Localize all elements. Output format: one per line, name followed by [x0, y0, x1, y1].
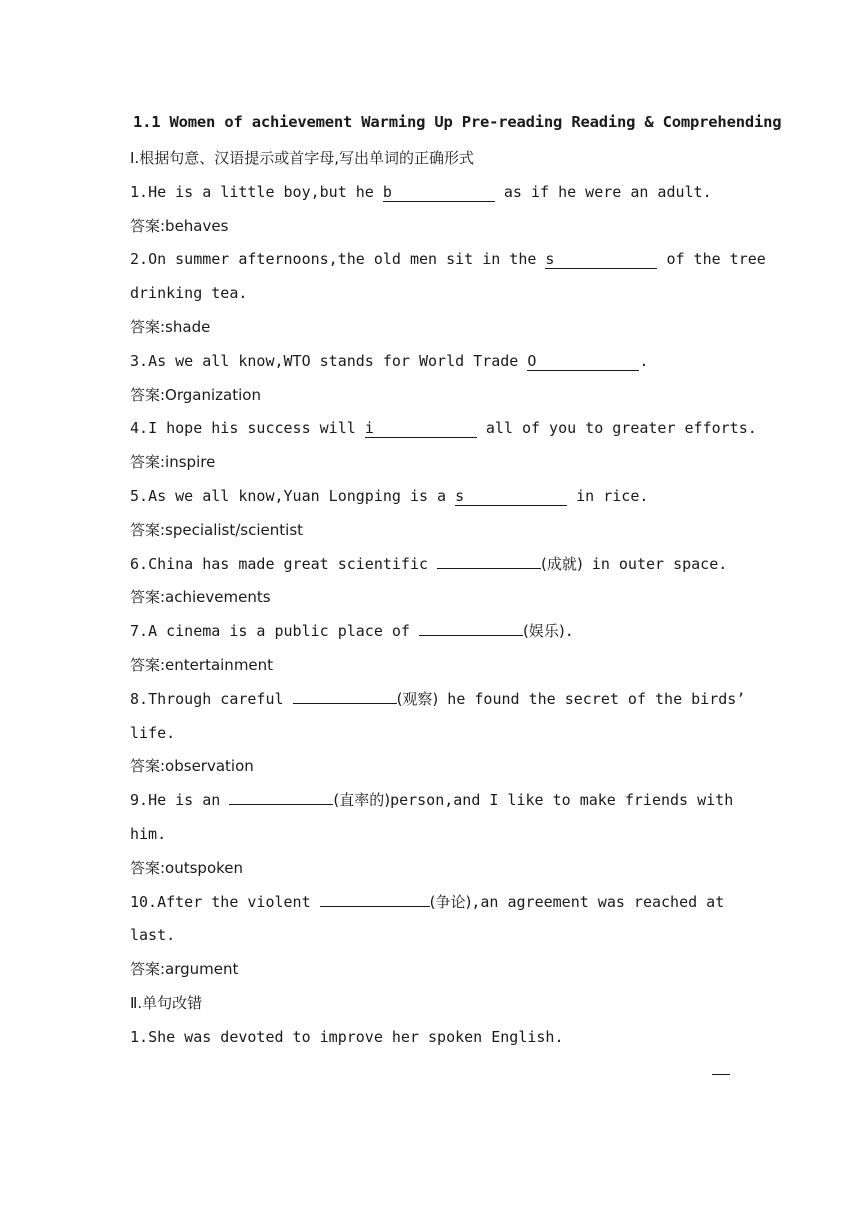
- question-number: 1.: [130, 182, 149, 201]
- answer-9: 答案:outspoken: [130, 858, 244, 877]
- question-number: 7.: [130, 622, 149, 641]
- answer-blank[interactable]: [419, 635, 523, 636]
- initial-letter: b: [382, 182, 392, 201]
- question-text: he found the secret of the birds’: [438, 689, 746, 708]
- question-4: [130, 412, 757, 446]
- question-text: He is an: [148, 791, 230, 810]
- answer-4: 答案:inspire: [130, 453, 216, 472]
- question-2: [130, 243, 766, 277]
- question-text: all of you to greater efforts.: [476, 419, 757, 438]
- question-number: 8.: [130, 689, 149, 708]
- chinese-hint: (观察): [396, 689, 439, 708]
- answer-5: 答案:specialist/scientist: [130, 520, 304, 539]
- answer-blank[interactable]: [383, 183, 495, 202]
- question-text: On summer afternoons,the old men sit in the: [148, 250, 546, 269]
- question-text: I hope his success will: [148, 419, 365, 438]
- answer-2: 答案:shade: [130, 317, 211, 336]
- question-9-continued: him.: [130, 824, 167, 843]
- chinese-hint: (娱乐): [523, 622, 565, 641]
- answer-3: 答案:Organization: [130, 385, 261, 404]
- initial-letter: i: [364, 419, 374, 438]
- answer-blank[interactable]: [293, 703, 397, 704]
- question-2-continued: drinking tea.: [130, 284, 248, 303]
- question-text: A cinema is a public place of: [148, 622, 419, 641]
- answer-blank[interactable]: [455, 487, 567, 506]
- question-text: in rice.: [567, 486, 649, 505]
- question-5: [130, 480, 732, 514]
- question-text: of the tree: [657, 250, 766, 269]
- answer-blank[interactable]: [229, 804, 333, 805]
- chinese-hint: (争论): [429, 892, 472, 911]
- question-text: as if he were an adult.: [494, 182, 712, 201]
- answer-blank[interactable]: [365, 419, 477, 438]
- question-text: .: [564, 622, 574, 641]
- question-3: [130, 345, 732, 379]
- question-text: person,and I like to make friends with: [390, 791, 734, 810]
- question-text: in outer space.: [582, 554, 728, 573]
- question-number: 10.: [130, 892, 158, 911]
- question-text: China has made great scientific: [148, 554, 438, 573]
- question-number: 4.: [130, 419, 149, 438]
- question-text: As we all know,Yuan Longping is a: [148, 486, 456, 505]
- question-8-continued: life.: [130, 723, 176, 742]
- question-number: 9.: [130, 791, 149, 810]
- question-text: After the violent: [157, 892, 320, 911]
- question-text: He is a little boy,but he: [148, 182, 383, 201]
- answer-blank[interactable]: [545, 250, 657, 269]
- question-1: [130, 176, 732, 210]
- question-text: She was devoted to improve her spoken English.: [148, 1027, 564, 1046]
- correction-question-1: [130, 1021, 732, 1055]
- answer-1: 答案:behaves: [130, 216, 229, 235]
- question-number: 5.: [130, 486, 149, 505]
- document-page: [130, 108, 782, 1055]
- question-10-continued: last.: [130, 926, 176, 945]
- page-footer-mark: [712, 1074, 730, 1075]
- question-7: [130, 615, 732, 649]
- initial-letter: O: [527, 351, 537, 370]
- answer-8: 答案:observation: [130, 757, 254, 776]
- section-heading-1: Ⅰ.根据句意、汉语提示或首字母,写出单词的正确形式: [130, 149, 474, 167]
- question-number: 3.: [130, 351, 149, 370]
- section-heading-2: Ⅱ.单句改错: [130, 993, 203, 1012]
- question-number: 2.: [130, 250, 149, 269]
- page-title: 1.1 Women of achievement Warming Up Pre-reading Reading & Comprehending: [133, 113, 782, 131]
- chinese-hint: (成就): [541, 554, 583, 573]
- question-number: 1.: [130, 1027, 149, 1046]
- question-10: [130, 886, 732, 920]
- initial-letter: s: [455, 486, 465, 505]
- initial-letter: s: [545, 250, 555, 269]
- question-text: ,an agreement was reached at: [471, 892, 725, 911]
- chinese-hint: (直率的): [333, 791, 391, 810]
- answer-7: 答案:entertainment: [130, 655, 274, 674]
- answer-blank[interactable]: [437, 568, 541, 569]
- answer-6: 答案:achievements: [130, 588, 271, 607]
- question-text: Through careful: [148, 689, 293, 708]
- question-8: [130, 683, 746, 717]
- answer-10: 答案:argument: [130, 960, 239, 979]
- answer-blank[interactable]: [527, 352, 639, 371]
- question-text: As we all know,WTO stands for World Trade: [148, 351, 528, 370]
- answer-blank[interactable]: [320, 906, 430, 907]
- question-number: 6.: [130, 554, 149, 573]
- question-9: [130, 784, 732, 818]
- question-text: .: [639, 351, 649, 370]
- question-6: [130, 548, 732, 582]
